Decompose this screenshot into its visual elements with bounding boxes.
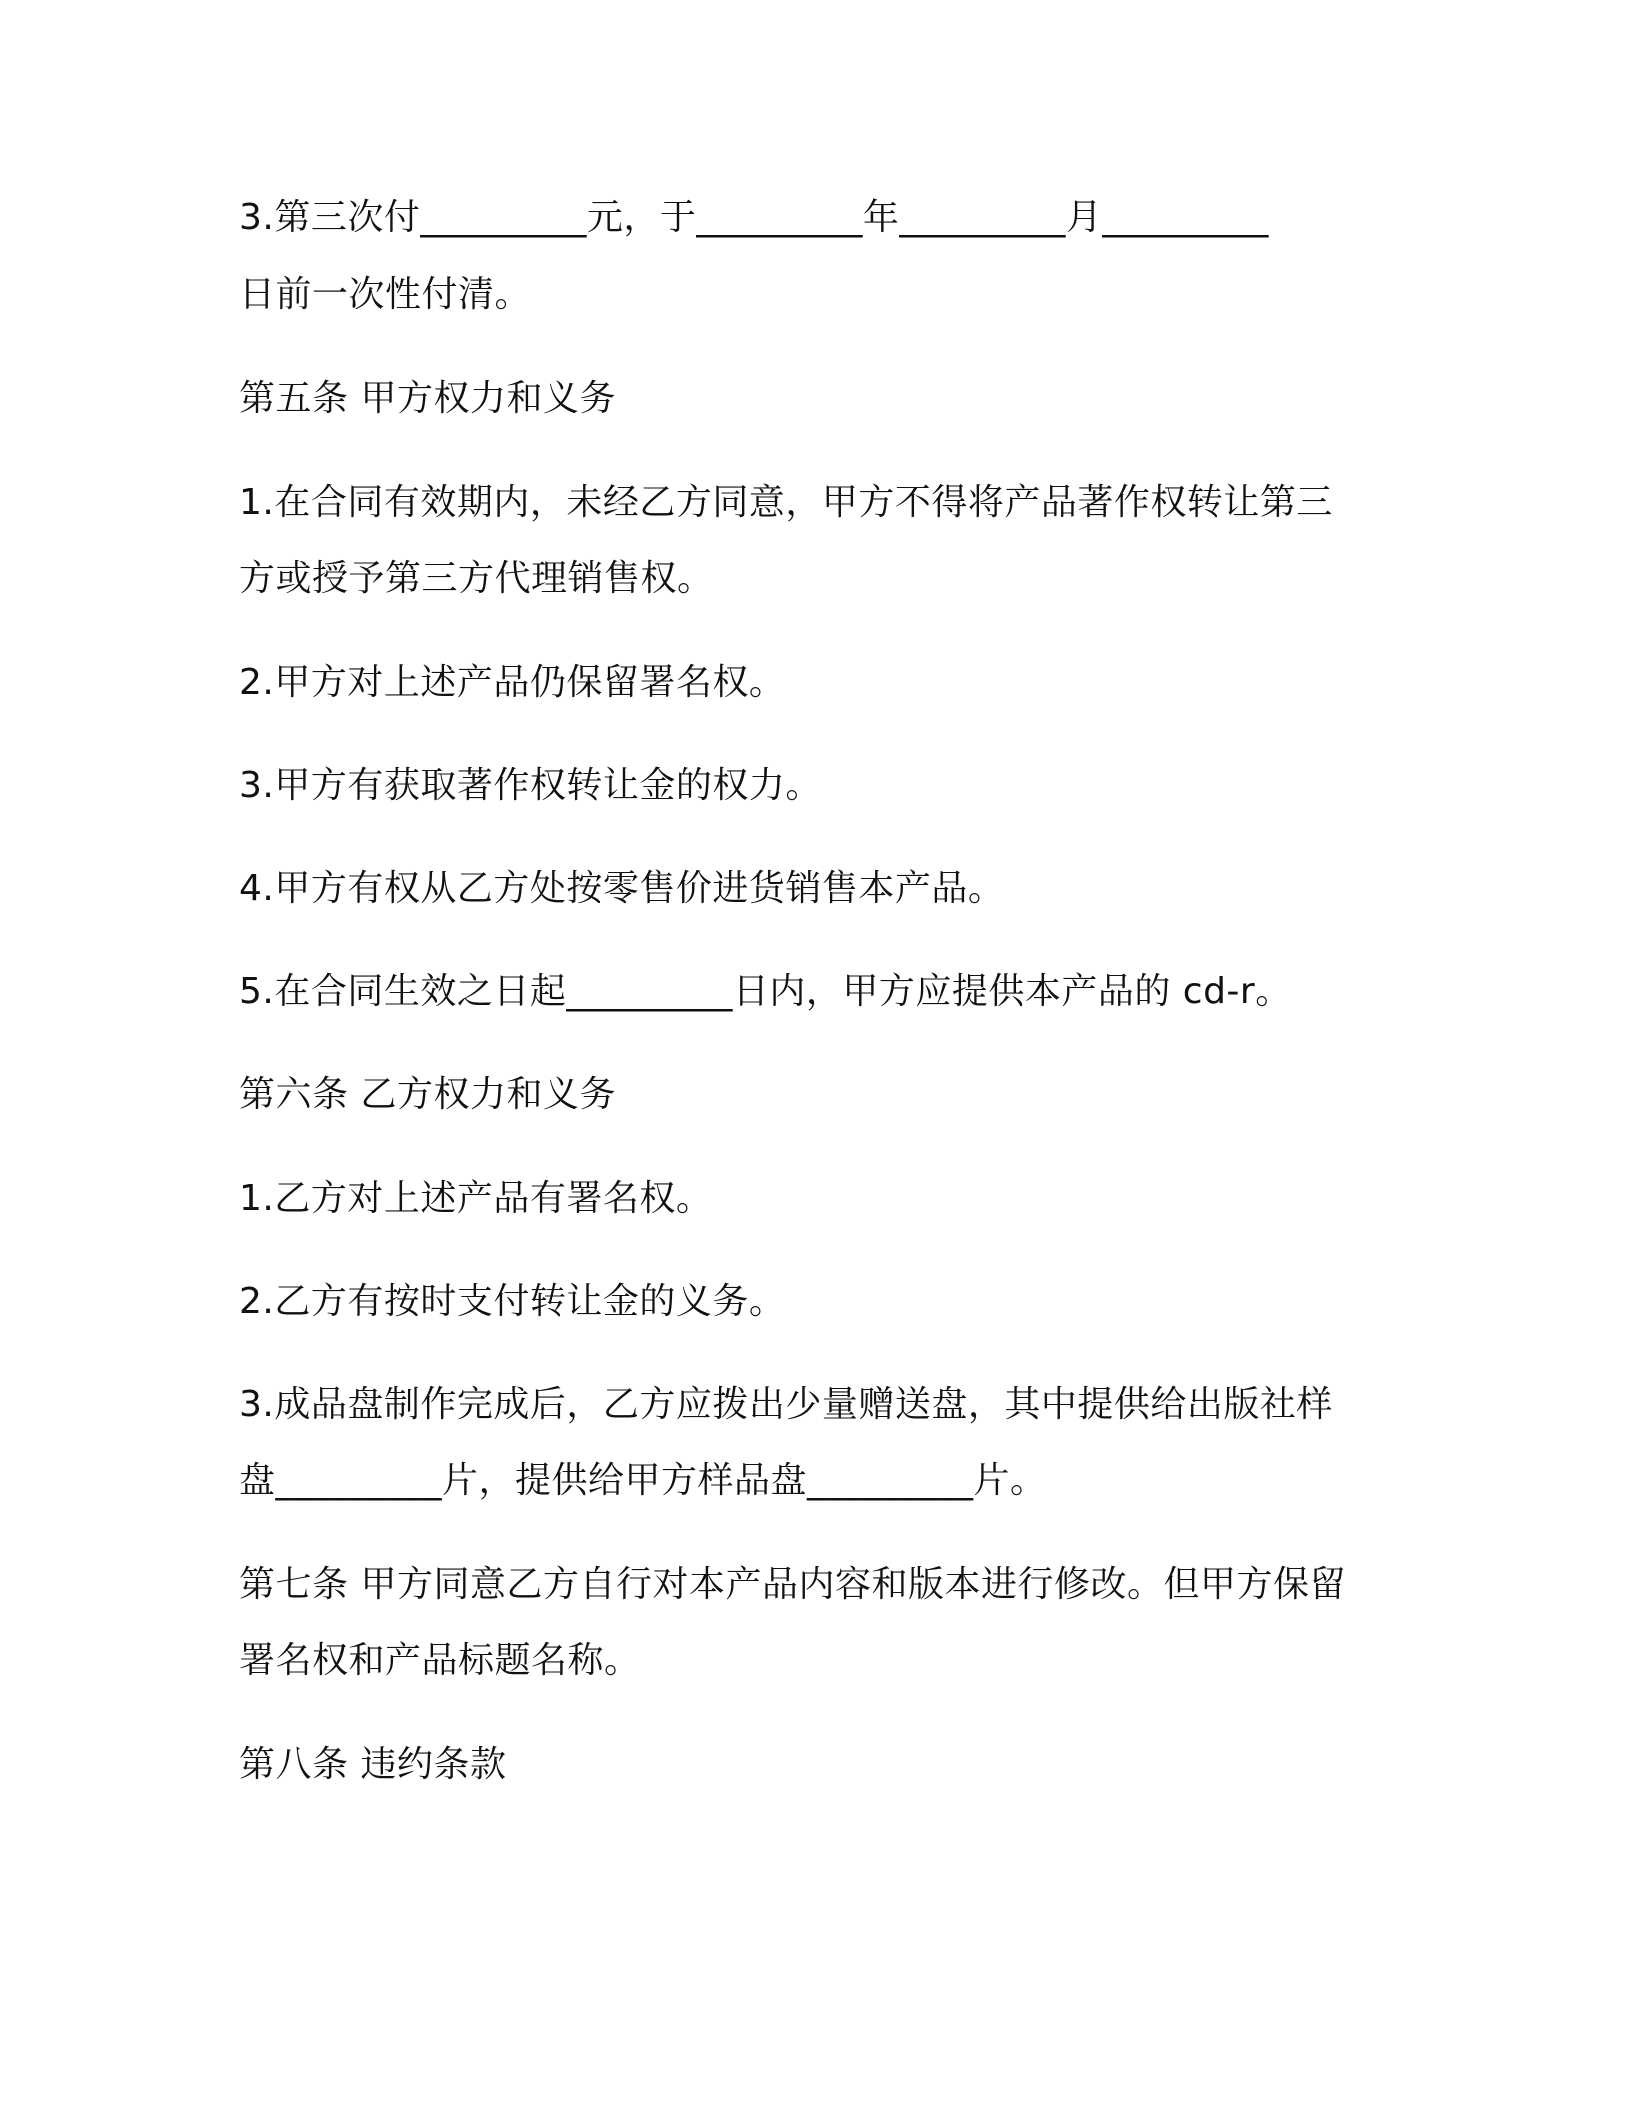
article-six-item-2: 2.乙方有按时支付转让金的义务。: [239, 1281, 786, 1322]
article-five-item-3: 3.甲方有获取著作权转让金的权力。: [239, 765, 822, 806]
article-six-item-1: 1.乙方对上述产品有署名权。: [239, 1178, 713, 1219]
article-seven: 第七条 甲方同意乙方自行对本产品内容和版本进行修改。但甲方保留: [239, 1564, 1346, 1605]
article-five-item-4: 4.甲方有权从乙方处按零售价进货销售本产品。: [239, 868, 1005, 909]
article-five-item-2: 2.甲方对上述产品仍保留署名权。: [239, 662, 786, 703]
article-six-item-3-cont: 盘_________片，提供给甲方样品盘_________片。: [239, 1460, 1047, 1501]
article-six-heading: 第六条 乙方权力和义务: [239, 1074, 616, 1115]
payment-third-line: 3.第三次付_________元，于_________年_________月_________: [239, 197, 1269, 238]
payment-third-line-cont: 日前一次性付清。: [239, 274, 532, 315]
article-seven-cont: 署名权和产品标题名称。: [239, 1640, 641, 1681]
article-six-item-3: 3.成品盘制作完成后，乙方应拨出少量赠送盘，其中提供给出版社样: [239, 1384, 1333, 1425]
article-five-heading: 第五条 甲方权力和义务: [239, 378, 616, 419]
article-eight-heading: 第八条 违约条款: [239, 1744, 507, 1785]
article-five-item-1: 1.在合同有效期内，未经乙方同意，甲方不得将产品著作权转让第三: [239, 482, 1333, 523]
article-five-item-5: 5.在合同生效之日起_________日内，甲方应提供本产品的 cd-r。: [239, 971, 1292, 1012]
article-five-item-1-cont: 方或授予第三方代理销售权。: [239, 558, 714, 599]
